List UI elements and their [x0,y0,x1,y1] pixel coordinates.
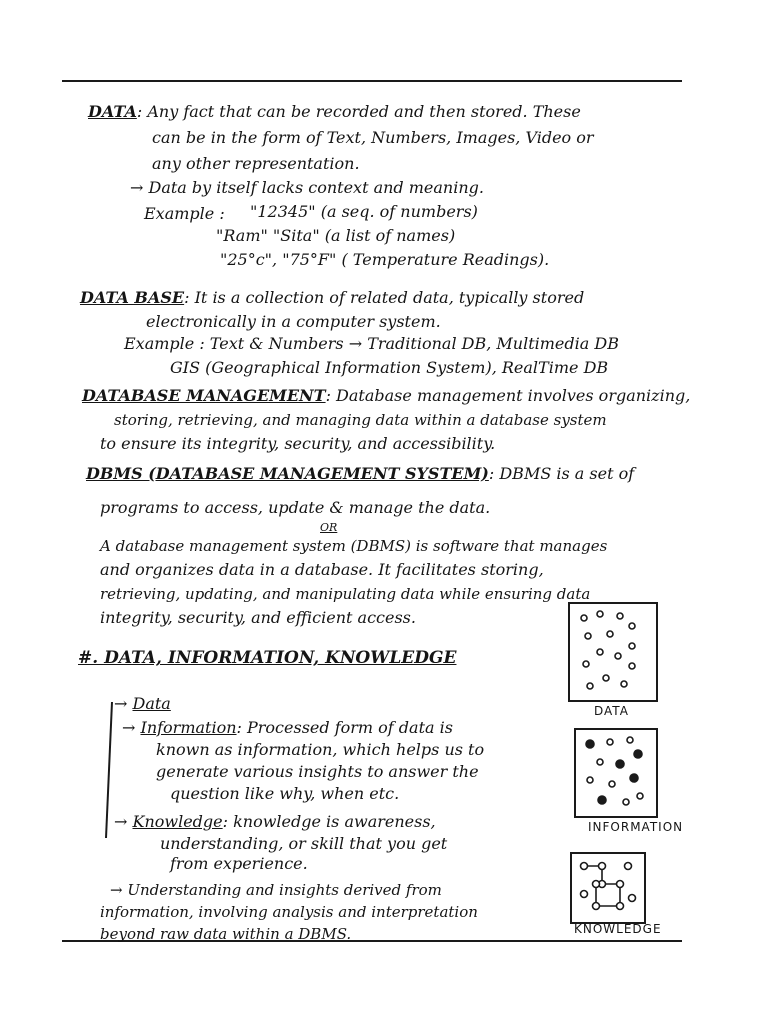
dik-knowledge-line-2: understanding, or skill that you get [160,834,448,853]
data-figure-caption: DATA [594,704,629,718]
dbms-def-text-1: : DBMS is a set of [488,464,635,483]
dik-information-term: Information [140,718,237,737]
top-rule [62,80,682,82]
dbms-definition-line-2: programs to access, update & manage the data. [100,498,491,517]
database-def-text-1: : It is a collection of related data, typically stored [184,288,585,307]
information-figure [574,728,658,818]
database-definition-line-2: electronically in a computer system. [146,312,441,331]
dik-bracket [100,698,120,848]
knowledge-figure-dots [572,854,644,922]
dik-heading: #. DATA, INFORMATION, KNOWLEDGE [78,648,457,668]
dbms-definition-line-4: and organizes data in a database. It facilitates storing, [100,560,544,579]
dik-knowledge-text-1: : knowledge is awareness, [222,812,436,831]
data-definition-line-2: can be in the form of Text, Numbers, Images, Video or [152,128,594,147]
dbm-term: DATABASE MANAGEMENT [82,386,326,405]
data-definition-line-3: any other representation. [152,154,360,173]
database-example-line-2: GIS (Geographical Information System), RealTime DB [170,358,609,377]
data-term: DATA [88,102,137,121]
dik-information-line-3: generate various insights to answer the [156,762,479,781]
dik-information-line-2: known as information, which helps us to [156,740,485,759]
database-definition-line-1 [80,288,584,308]
dik-data-label: Data [132,694,171,713]
dbm-definition-line-2: storing, retrieving, and managing data within a database system [114,411,607,429]
dik-information-line-1: → Information: Processed form of data is [122,718,453,737]
dik-information-text-1: : Processed form of data is [236,718,453,737]
data-example-2: "Ram" "Sita" (a list of names) [216,226,456,245]
dik-knowledge-term: Knowledge [132,812,223,831]
dbms-or-label: OR [320,521,338,534]
dik-insight-line-2: information, involving analysis and interpretation [100,903,478,921]
dbms-definition-line-6: integrity, security, and efficient access. [100,608,416,627]
database-example-line-1: Example : Text & Numbers → Traditional DB, Multimedia DB [124,334,619,353]
dik-information-line-4: question like why, when etc. [170,784,400,803]
data-figure-dots [570,604,656,700]
knowledge-figure [570,852,646,924]
database-term: DATA BASE [80,288,185,307]
dbms-definition-line-1 [86,464,634,484]
dbm-definition-line-1 [82,386,690,406]
information-figure-dots [576,730,656,816]
data-note: → Data by itself lacks context and meaning. [130,178,484,197]
data-def-text-1: : Any fact that can be recorded and then stored. These [136,102,581,121]
information-figure-caption: INFORMATION [588,820,684,834]
dik-data-item: → Data [114,694,171,713]
dbm-def-text-1: : Database management involves organizing, [325,386,691,405]
data-figure [568,602,658,702]
data-example-label: Example : [144,204,225,223]
dbm-definition-line-3: to ensure its integrity, security, and accessibility. [100,434,496,453]
dik-knowledge-line-3: from experience. [170,854,308,873]
dbms-term: DBMS (DATABASE MANAGEMENT SYSTEM) [86,464,489,483]
handwritten-notes [70,88,690,948]
dik-insight-line-3: beyond raw data within a DBMS. [100,925,352,943]
knowledge-figure-caption: KNOWLEDGE [574,922,662,936]
dik-insight-line-1: → Understanding and insights derived from [110,881,442,899]
dbms-definition-line-5: retrieving, updating, and manipulating data while ensuring data [100,585,591,603]
data-definition-line-1 [88,102,581,122]
data-example-3: "25°c", "75°F" ( Temperature Readings). [220,250,550,269]
data-example-1: "12345" (a seq. of numbers) [250,202,478,221]
dik-knowledge-line-1: → Knowledge: knowledge is awareness, [114,812,436,831]
dbms-definition-line-3: A database management system (DBMS) is software that manages [100,537,608,555]
